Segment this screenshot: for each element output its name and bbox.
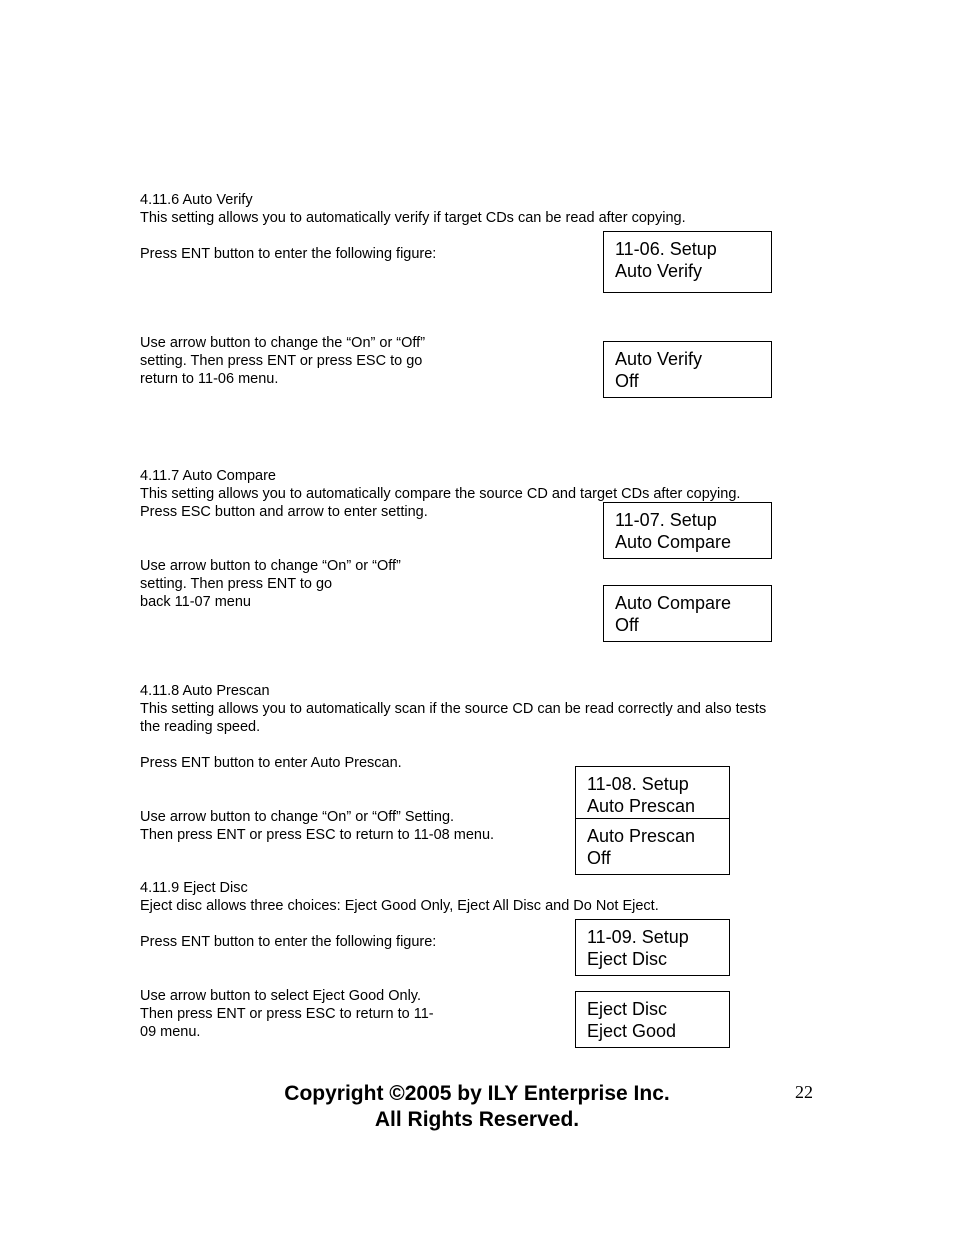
step-enter-auto-prescan: Press ENT button to enter Auto Prescan. bbox=[140, 755, 402, 771]
lcd-display-eject-good: Eject Disc Eject Good bbox=[575, 991, 730, 1048]
section-desc-auto-verify: This setting allows you to automatically verify if target CDs can be read after copying. bbox=[140, 210, 686, 226]
copyright-line-1: Copyright ©2005 by ILY Enterprise Inc. bbox=[284, 1082, 670, 1105]
section-desc-auto-prescan: This setting allows you to automatically scan if the source CD can be read correctly and also tests the reading speed. bbox=[140, 701, 767, 735]
step-change-eject-disc: Use arrow button to select Eject Good Only. Then press ENT or press ESC to return to 11- 09 menu. bbox=[140, 988, 434, 1040]
page-number: 22 bbox=[795, 1082, 813, 1102]
section-heading-eject-disc: 4.11.9 Eject Disc bbox=[140, 880, 248, 896]
lcd-display-auto-verify-off: Auto Verify Off bbox=[603, 341, 772, 398]
lcd-display-11-09-setup: 11-09. Setup Eject Disc bbox=[575, 919, 730, 976]
step-enter-auto-verify: Press ENT button to enter the following figure: bbox=[140, 246, 437, 262]
step-change-auto-prescan: Use arrow button to change “On” or “Off” Setting. Then press ENT or press ESC to return to 11-08 menu. bbox=[140, 809, 495, 843]
section-heading-auto-verify: 4.11.6 Auto Verify bbox=[140, 192, 253, 208]
step-enter-auto-compare: Press ESC button and arrow to enter setting. bbox=[140, 504, 428, 520]
lcd-display-auto-prescan-off: Auto Prescan Off bbox=[575, 818, 730, 875]
section-desc-eject-disc: Eject disc allows three choices: Eject Good Only, Eject All Disc and Do Not Eject. bbox=[140, 898, 659, 914]
section-heading-auto-compare: 4.11.7 Auto Compare bbox=[140, 468, 276, 484]
step-change-auto-compare: Use arrow button to change “On” or “Off” setting. Then press ENT to go back 11-07 menu bbox=[140, 558, 401, 610]
step-enter-eject-disc: Press ENT button to enter the following figure: bbox=[140, 934, 437, 950]
section-heading-auto-prescan: 4.11.8 Auto Prescan bbox=[140, 683, 270, 699]
copyright-line-2: All Rights Reserved. bbox=[374, 1108, 580, 1131]
lcd-display-11-08-setup: 11-08. Setup Auto Prescan bbox=[575, 766, 730, 819]
section-desc-auto-compare: This setting allows you to automatically compare the source CD and target CDs after copying. bbox=[140, 486, 741, 502]
lcd-display-auto-compare-off: Auto Compare Off bbox=[603, 585, 772, 642]
step-change-auto-verify: Use arrow button to change the “On” or “Off” setting. Then press ENT or press ESC to go return to 11-06 menu. bbox=[140, 335, 426, 387]
lcd-display-11-06-setup: 11-06. Setup Auto Verify bbox=[603, 231, 772, 293]
lcd-display-11-07-setup: 11-07. Setup Auto Compare bbox=[603, 502, 772, 559]
